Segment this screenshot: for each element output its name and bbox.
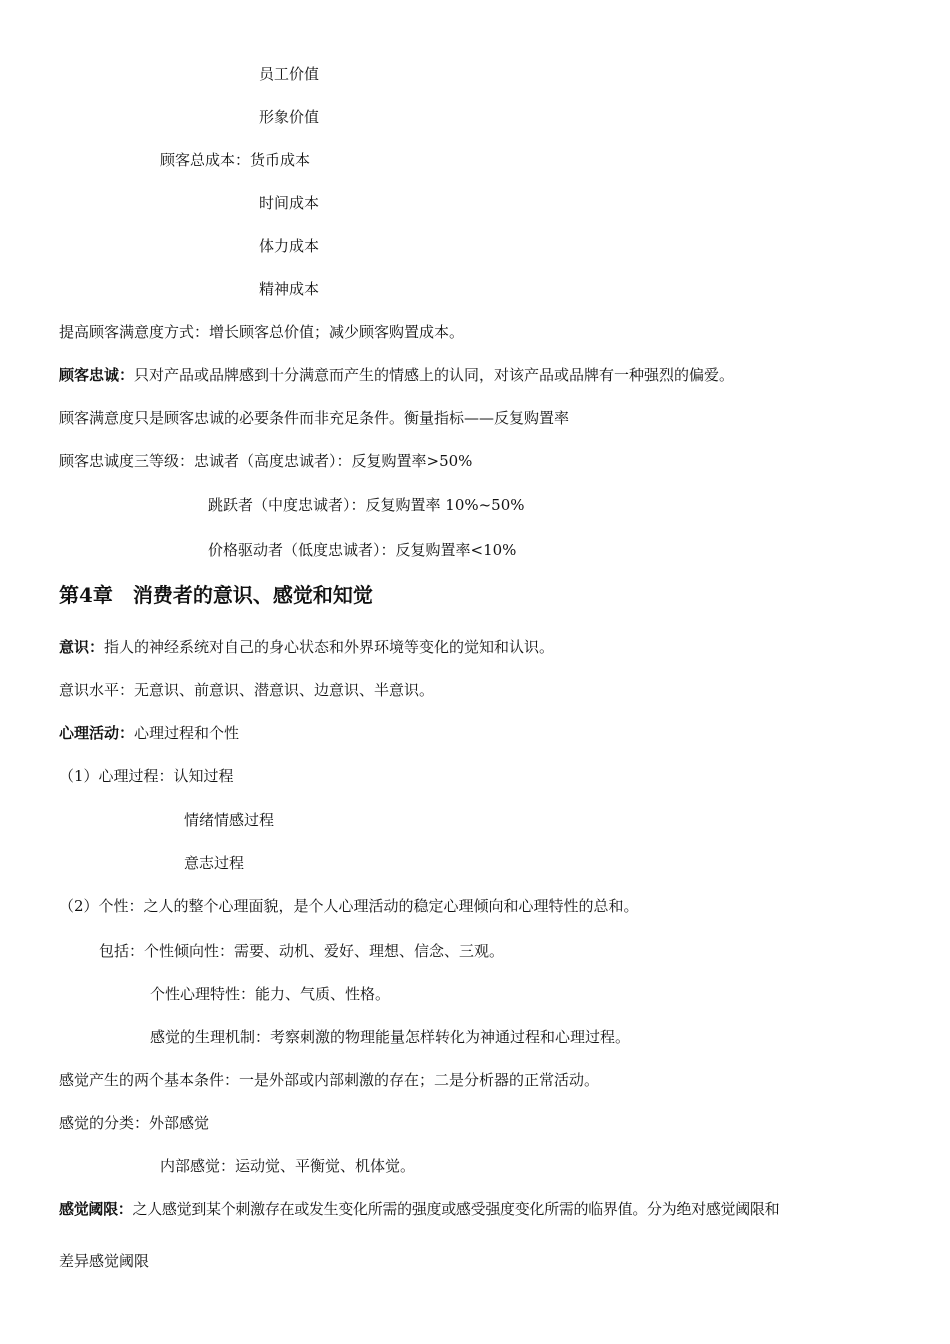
text-line: 意识水平：无意识、前意识、潜意识、边意识、半意识。 xyxy=(59,681,435,699)
text-line: 价格驱动者（低度忠诚者）：反复购置率<10% xyxy=(208,541,517,559)
definition-line xyxy=(59,723,239,743)
text-line: 个性心理特性：能力、气质、性格。 xyxy=(150,985,391,1003)
definition-text: 指人的神经系统对自己的身心状态和外界环境等变化的觉知和认识。 xyxy=(104,638,555,656)
text-line: （1）心理过程：认知过程 xyxy=(59,767,234,785)
definition-text: 心理过程和个性 xyxy=(134,724,240,742)
text-line: 感觉产生的两个基本条件：一是外部或内部刺激的存在；二是分析器的正常活动。 xyxy=(59,1071,600,1089)
text-line: 体力成本 xyxy=(259,237,320,255)
definition-line xyxy=(59,365,734,385)
text-line: 员工价值 xyxy=(259,65,320,83)
text-line: 时间成本 xyxy=(259,194,320,212)
text-line: 差异感觉阈限 xyxy=(59,1252,150,1270)
text-line: 意志过程 xyxy=(184,854,245,872)
text-line: 跳跃者（中度忠诚者）：反复购置率 10%~50% xyxy=(208,496,525,514)
definition-line xyxy=(59,637,554,657)
chapter-heading: 第4章 消费者的意识、感觉和知觉 xyxy=(59,583,373,607)
text-line: 精神成本 xyxy=(259,280,320,298)
text-line: 包括：个性倾向性：需要、动机、爱好、理想、信念、三观。 xyxy=(99,942,505,960)
text-line: 顾客忠诚度三等级：忠诚者（高度忠诚者）：反复购置率>50% xyxy=(59,452,473,470)
text-line: 内部感觉：运动觉、平衡觉、机体觉。 xyxy=(160,1157,416,1175)
text-line: 顾客总成本：货币成本 xyxy=(160,151,311,169)
text-line: 感觉的生理机制：考察刺激的物理能量怎样转化为神通过程和心理过程。 xyxy=(150,1028,631,1046)
term-label: 心理活动： xyxy=(59,724,135,742)
definition-text: 之人感觉到某个刺激存在或发生变化所需的强度或感受强度变化所需的临界值。分为绝对感觉阈限和 xyxy=(132,1200,780,1218)
text-line: 顾客满意度只是顾客忠诚的必要条件而非充足条件。衡量指标——反复购置率 xyxy=(59,409,570,427)
definition-line xyxy=(59,1199,779,1219)
text-line: 提高顾客满意度方式：增长顾客总价值；减少顾客购置成本。 xyxy=(59,323,465,341)
term-label: 顾客忠诚： xyxy=(59,366,135,384)
definition-text: 只对产品或品牌感到十分满意而产生的情感上的认同，对该产品或品牌有一种强烈的偏爱。 xyxy=(134,366,735,384)
text-line: （2）个性：之人的整个心理面貌，是个人心理活动的稳定心理倾向和心理特性的总和。 xyxy=(59,897,639,915)
text-line: 感觉的分类：外部感觉 xyxy=(59,1114,210,1132)
text-line: 情绪情感过程 xyxy=(184,811,275,829)
term-label: 意识： xyxy=(59,638,105,656)
text-line: 形象价值 xyxy=(259,108,320,126)
term-label: 感觉阈限： xyxy=(59,1200,133,1218)
